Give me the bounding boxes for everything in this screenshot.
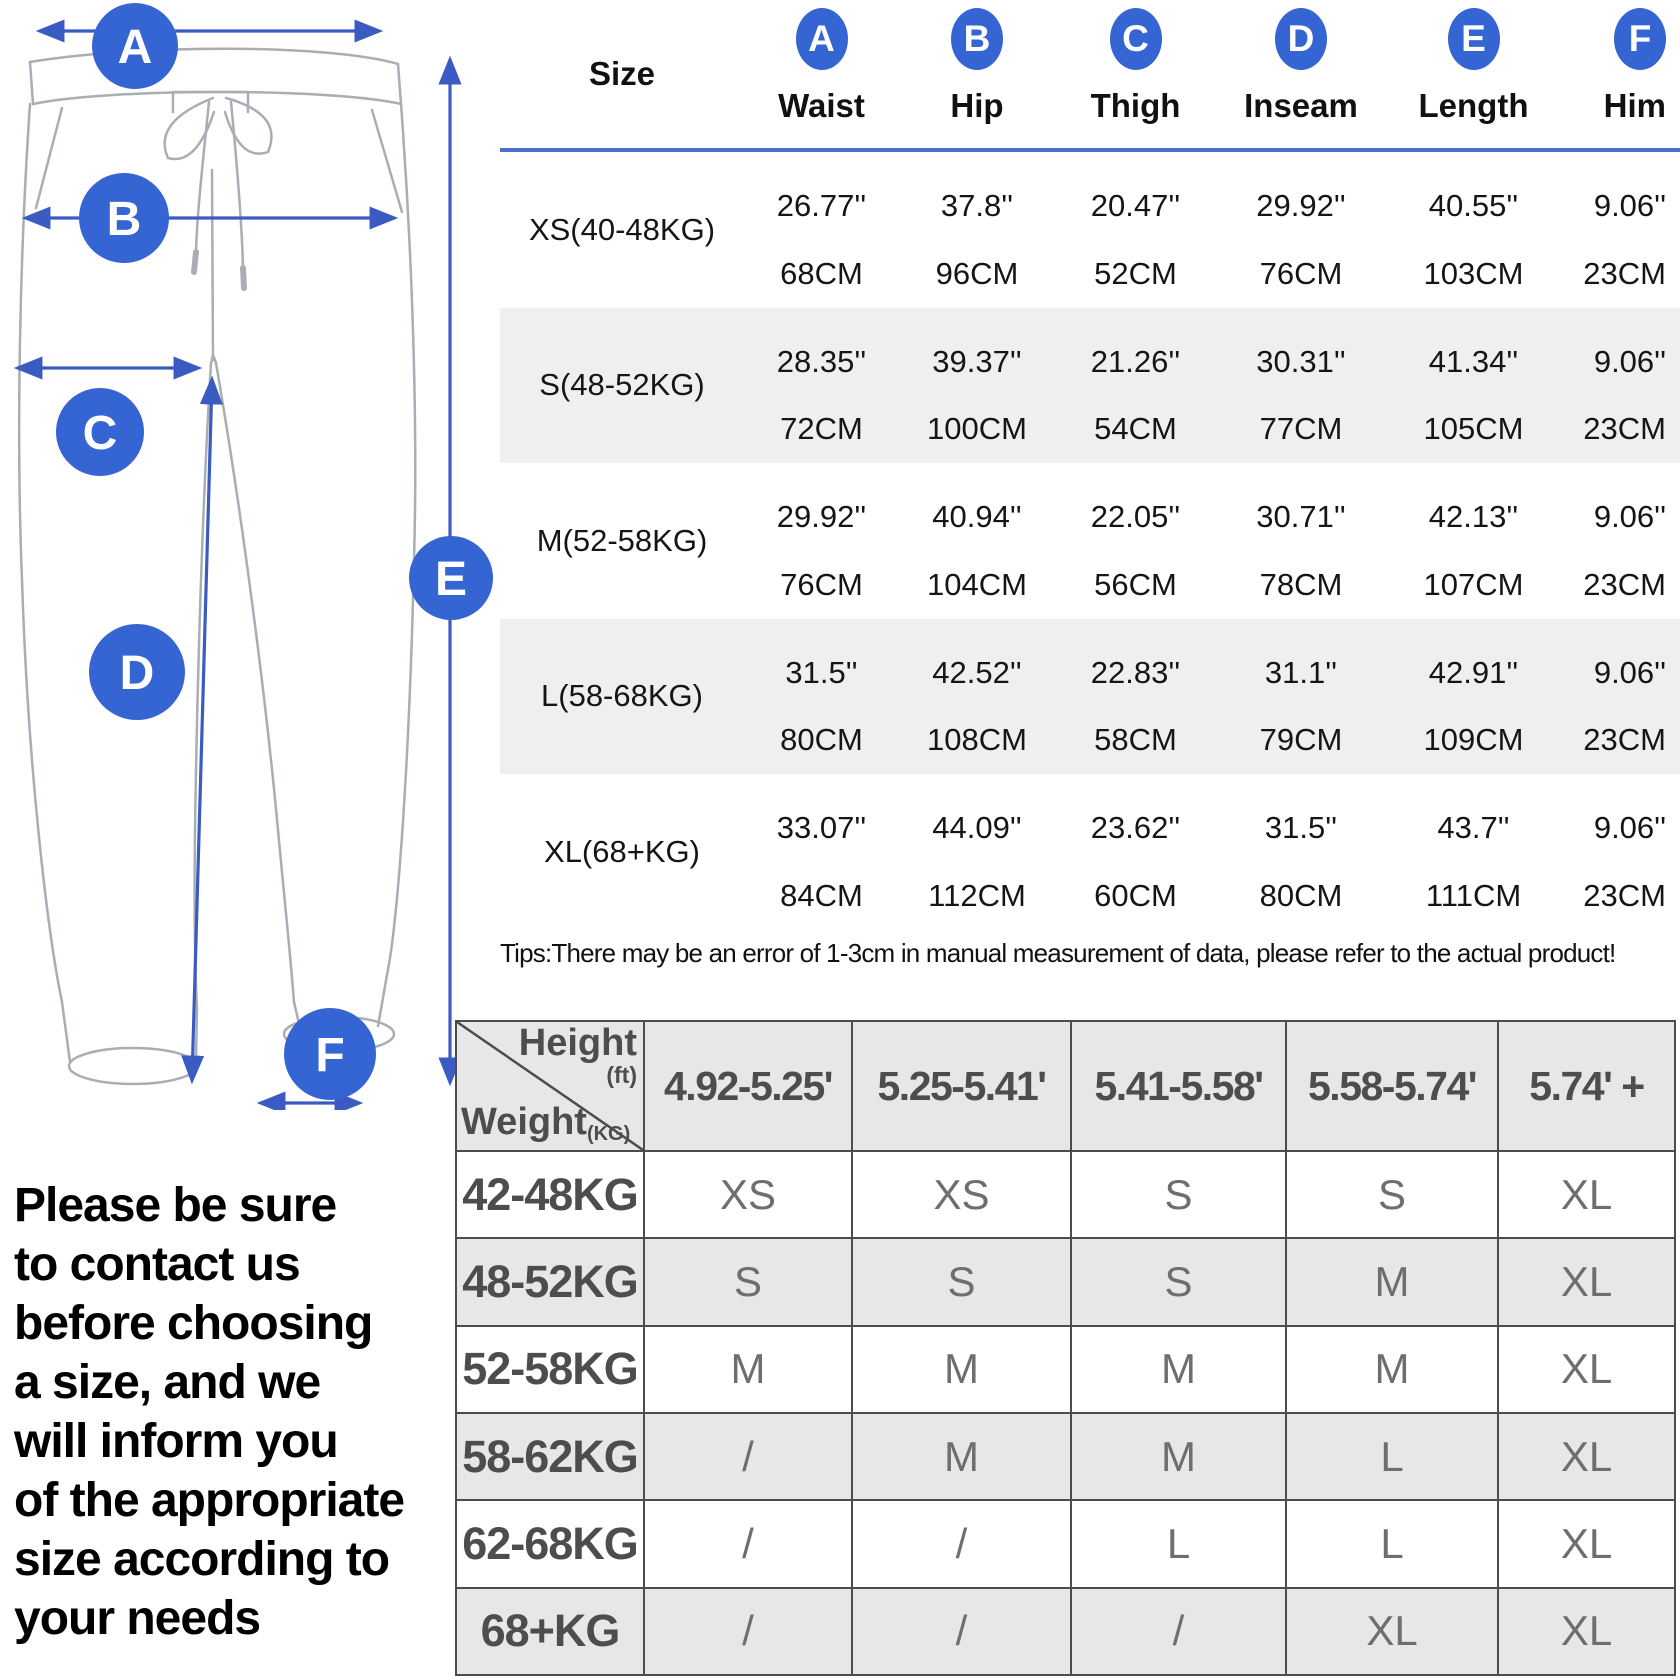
recommended-size-cell: S (1070, 1237, 1285, 1324)
measurement-cell (1055, 774, 1216, 930)
inch-value: 40.55'' (1428, 188, 1519, 223)
size-label: M(52-58KG) (536, 522, 708, 558)
measurement-cell (1216, 152, 1386, 308)
inch-value: 42.91'' (1428, 654, 1519, 690)
column-label: Length (1418, 87, 1529, 124)
cm-value: 79CM (1259, 722, 1343, 757)
column-label: Inseam (1244, 87, 1358, 124)
inch-value: 22.05'' (1090, 499, 1181, 534)
inch-value: 43.7'' (1437, 810, 1510, 845)
recommended-size-cell: XS (851, 1150, 1070, 1237)
measurement-cell (744, 619, 899, 775)
height-range-header: 4.92-5.25' (643, 1022, 851, 1150)
measurement-cell (899, 774, 1055, 930)
inch-value: 23.62'' (1090, 810, 1181, 845)
recommended-size-cell: XL (1497, 1587, 1674, 1674)
height-range-header: 5.58-5.74' (1285, 1022, 1497, 1150)
contact-note-line: a size, and we (14, 1356, 321, 1409)
recommended-size-cell: XL (1497, 1237, 1674, 1324)
cm-value: 68CM (780, 255, 863, 291)
measure-markers (56, 3, 493, 1100)
measurement-cell (899, 463, 1055, 619)
recommended-size-cell: / (643, 1587, 851, 1674)
measurement-cell (1055, 308, 1216, 464)
svg-text:B: B (106, 193, 142, 246)
size-table-rows (500, 152, 1680, 930)
measurement-cell (1216, 463, 1386, 619)
measurement-cell (899, 619, 1055, 775)
contact-note-line: before choosing (14, 1297, 373, 1350)
size-table-row (500, 152, 1680, 308)
inch-value: 9.06'' (1593, 188, 1666, 223)
svg-text:C: C (82, 407, 118, 460)
inseam-arrow (192, 380, 212, 1080)
cm-value: 109CM (1423, 722, 1524, 757)
inch-value: 31.5'' (1264, 810, 1338, 845)
svg-text:A: A (117, 21, 153, 74)
recommended-size-cell: / (1070, 1587, 1285, 1674)
size-table-row (500, 619, 1680, 775)
contact-note-line: size according to (14, 1533, 390, 1586)
inch-value: 29.92'' (776, 499, 867, 534)
column-label: Hip (950, 87, 1004, 124)
recommended-size-cell: XL (1285, 1587, 1497, 1674)
pants-measurement-diagram (0, 0, 510, 1110)
column-label: Waist (778, 87, 865, 124)
measurement-cell (1055, 619, 1216, 775)
recommended-size-cell: M (1285, 1325, 1497, 1412)
corner-height-label: Height (ft) (518, 1022, 637, 1088)
cm-value: 108CM (927, 722, 1027, 757)
inch-value: 39.37'' (932, 343, 1022, 379)
cm-value: 56CM (1094, 566, 1177, 602)
cm-value: 23CM (1583, 255, 1666, 291)
column-label: Him (1603, 87, 1666, 124)
weight-range-label: 58-62KG (457, 1412, 643, 1499)
inch-value: 40.94'' (932, 499, 1022, 534)
contact-note (14, 1176, 459, 1648)
cm-value: 77CM (1259, 411, 1343, 446)
measurement-cell (899, 308, 1055, 464)
recommended-size-cell: XL (1497, 1150, 1674, 1237)
measurement-cell (1055, 463, 1216, 619)
recommended-size-cell: S (1285, 1150, 1497, 1237)
size-column-header (744, 0, 899, 148)
cm-value: 23CM (1583, 877, 1666, 913)
measure-marker-e (409, 536, 493, 620)
size-table-row (500, 774, 1680, 930)
column-marker-d-badge: D (1275, 8, 1327, 70)
inch-value: 9.06'' (1593, 499, 1666, 534)
cm-value: 60CM (1094, 877, 1177, 913)
inch-value: 29.92'' (1256, 188, 1346, 223)
height-range-header: 5.25-5.41' (851, 1022, 1070, 1150)
weight-range-label: 42-48KG (457, 1150, 643, 1237)
inch-value: 30.71'' (1256, 499, 1346, 534)
svg-text:E: E (434, 553, 468, 606)
size-column-header (899, 0, 1055, 148)
cm-value: 96CM (935, 255, 1019, 291)
recommended-size-cell: / (851, 1587, 1070, 1674)
measurement-cell (1561, 619, 1680, 775)
measurement-arrows (18, 31, 450, 1103)
measurement-cell (1561, 308, 1680, 464)
measurement-cell (1561, 463, 1680, 619)
column-label: Thigh (1090, 87, 1181, 124)
cm-value: 76CM (780, 566, 863, 602)
inch-value: 21.26'' (1090, 343, 1181, 379)
contact-note-line: your needs (14, 1592, 261, 1645)
cm-value: 104CM (927, 566, 1027, 602)
recommended-size-cell: L (1285, 1499, 1497, 1586)
cm-value: 103CM (1423, 255, 1524, 291)
measurement-cell (1216, 619, 1386, 775)
weight-range-label: 62-68KG (457, 1499, 643, 1586)
svg-text:D: D (119, 647, 155, 700)
cm-value: 76CM (1259, 255, 1343, 291)
inch-value: 41.34'' (1428, 343, 1519, 379)
size-table-corner-label: Size (588, 55, 656, 92)
cm-value: 72CM (780, 411, 863, 446)
measurement-cell (744, 463, 899, 619)
recommended-size-cell: L (1070, 1499, 1285, 1586)
cm-value: 52CM (1094, 255, 1177, 291)
contact-note-line: of the appropriate (14, 1474, 405, 1527)
measurement-cell (1386, 152, 1561, 308)
inch-value: 33.07'' (776, 810, 867, 845)
pants-outline (19, 49, 415, 1084)
recommended-size-cell: S (643, 1237, 851, 1324)
height-weight-table (455, 1020, 1676, 1676)
column-marker-b-badge: B (951, 8, 1003, 70)
cm-value: 100CM (927, 411, 1027, 446)
inch-value: 26.77'' (776, 188, 867, 223)
recommended-size-cell: M (1070, 1325, 1285, 1412)
weight-range-label: 68+KG (457, 1587, 643, 1674)
recommended-size-cell: M (851, 1412, 1070, 1499)
inch-value: 20.47'' (1090, 188, 1181, 223)
inch-value: 9.06'' (1593, 654, 1666, 690)
recommended-size-cell: M (643, 1325, 851, 1412)
recommended-size-cell: / (643, 1499, 851, 1586)
size-table-row (500, 463, 1680, 619)
column-marker-e-badge: E (1448, 8, 1500, 70)
size-column-header (1216, 0, 1386, 148)
contact-note-line: Please be sure (14, 1179, 337, 1232)
measurement-cell (899, 152, 1055, 308)
recommended-size-cell: XL (1497, 1325, 1674, 1412)
weight-range-label: 52-58KG (457, 1325, 643, 1412)
cm-value: 84CM (780, 877, 863, 913)
size-label: XL(68+KG) (544, 833, 700, 869)
measure-marker-b (79, 173, 169, 263)
cm-value: 107CM (1423, 566, 1524, 602)
measurement-cell (1216, 774, 1386, 930)
column-marker-f-badge: F (1614, 8, 1666, 70)
recommended-size-cell: L (1285, 1412, 1497, 1499)
inch-value: 9.06'' (1593, 343, 1666, 379)
cm-value: 23CM (1583, 411, 1666, 446)
svg-text:F: F (315, 1029, 345, 1082)
height-range-header: 5.41-5.58' (1070, 1022, 1285, 1150)
recommended-size-cell: M (1285, 1237, 1497, 1324)
cm-value: 111CM (1425, 877, 1522, 913)
inch-value: 44.09'' (932, 810, 1022, 845)
measurement-tips: Tips:There may be an error of 1-3cm in manual measurement of data, please refer to the actual product! (500, 938, 1616, 968)
measurement-cell (1216, 308, 1386, 464)
measurement-cell (1561, 152, 1680, 308)
measurement-cell (744, 308, 899, 464)
recommended-size-cell: S (1070, 1150, 1285, 1237)
height-range-header: 5.74' + (1497, 1022, 1674, 1150)
measurement-cell (1386, 619, 1561, 775)
inch-value: 9.06'' (1593, 810, 1666, 845)
inch-value: 37.8'' (940, 188, 1014, 223)
recommended-size-cell: XS (643, 1150, 851, 1237)
measurement-cell (1561, 774, 1680, 930)
size-label: S(48-52KG) (539, 367, 705, 403)
measure-marker-d (89, 624, 185, 720)
size-column-header (1386, 0, 1561, 148)
inch-value: 42.52'' (932, 654, 1022, 690)
recommended-size-cell: S (851, 1237, 1070, 1324)
contact-note-line: to contact us (14, 1238, 300, 1291)
measurement-cell (1055, 152, 1216, 308)
cm-value: 80CM (1259, 877, 1343, 913)
recommended-size-cell: M (1070, 1412, 1285, 1499)
measurement-cell (744, 152, 899, 308)
inch-value: 31.1'' (1264, 654, 1338, 690)
cm-value: 23CM (1583, 566, 1666, 602)
weight-range-label: 48-52KG (457, 1237, 643, 1324)
column-marker-a-badge: A (796, 8, 848, 70)
recommended-size-cell: M (851, 1325, 1070, 1412)
cm-value: 54CM (1094, 411, 1177, 446)
inch-value: 42.13'' (1428, 499, 1519, 534)
inch-value: 31.5'' (785, 654, 858, 690)
cm-value: 58CM (1094, 722, 1177, 757)
measurement-cell (1386, 308, 1561, 464)
size-table-row (500, 308, 1680, 464)
measure-marker-c (56, 388, 144, 476)
corner-cell (457, 1022, 643, 1150)
measurement-cell (1386, 774, 1561, 930)
contact-note-line: will inform you (14, 1415, 338, 1468)
recommended-size-cell: / (643, 1412, 851, 1499)
size-label: XS(40-48KG) (528, 211, 716, 247)
inch-value: 22.83'' (1090, 654, 1181, 690)
size-table (500, 0, 1680, 930)
measure-marker-a (92, 3, 178, 89)
measure-marker-f (284, 1008, 376, 1100)
cm-value: 78CM (1259, 566, 1343, 602)
size-table-header (500, 0, 1680, 152)
recommended-size-cell: / (851, 1499, 1070, 1586)
size-label: L(58-68KG) (541, 678, 703, 714)
recommended-size-cell: XL (1497, 1412, 1674, 1499)
size-column-header (1561, 0, 1680, 148)
cm-value: 23CM (1583, 722, 1666, 757)
cm-value: 105CM (1423, 411, 1524, 446)
cm-value: 80CM (780, 722, 863, 757)
corner-weight-label: Weight(KG) (461, 1101, 631, 1145)
inch-value: 30.31'' (1256, 343, 1346, 379)
size-column-header (1055, 0, 1216, 148)
measurement-cell (744, 774, 899, 930)
measurement-cell (1386, 463, 1561, 619)
column-marker-c-badge: C (1110, 8, 1162, 70)
recommended-size-cell: XL (1497, 1499, 1674, 1586)
inch-value: 28.35'' (776, 343, 867, 379)
cm-value: 112CM (928, 877, 1026, 913)
